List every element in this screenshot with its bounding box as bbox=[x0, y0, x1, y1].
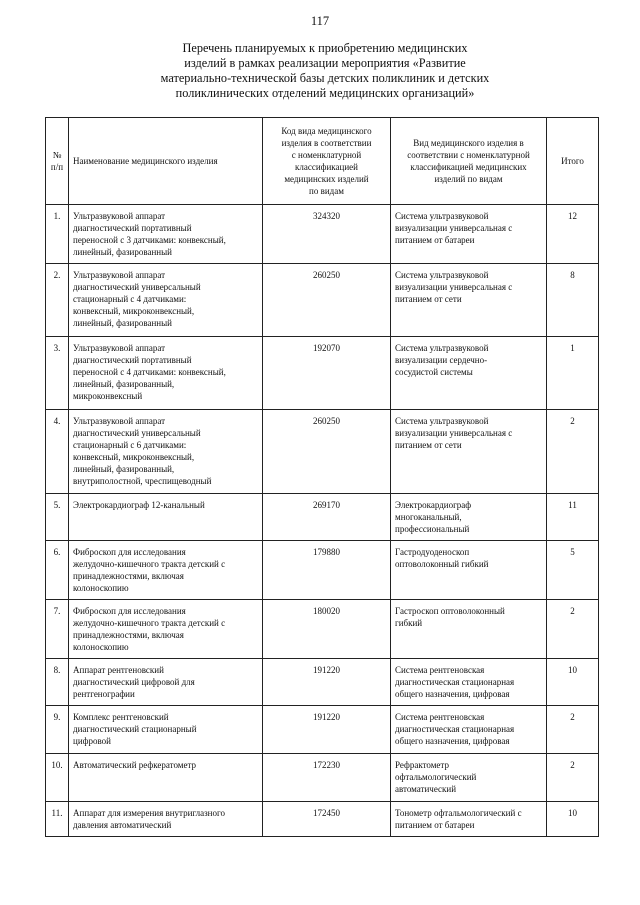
table-row bbox=[46, 802, 599, 837]
row-num: 7. bbox=[46, 600, 69, 659]
row-name: Аппарат рентгеновский диагностический цифровой для рентгенографии bbox=[69, 659, 263, 706]
row-code: 260250 bbox=[263, 264, 391, 337]
header-name: Наименование медицинского изделия bbox=[69, 118, 263, 205]
row-name: Фиброскоп для исследования желудочно-кишечного тракта детский с принадлежностями, включая колоноскопию bbox=[69, 600, 263, 659]
table-row bbox=[46, 754, 599, 802]
row-code: 191220 bbox=[263, 706, 391, 754]
row-kind: Система рентгеновская диагностическая стационарная общего назначения, цифровая bbox=[391, 706, 547, 754]
row-name: Комплекс рентгеновский диагностический стационарный цифровой bbox=[69, 706, 263, 754]
row-code: 172450 bbox=[263, 802, 391, 837]
row-num: 1. bbox=[46, 205, 69, 264]
row-kind: Гастроскоп оптоволоконный гибкий bbox=[391, 600, 547, 659]
row-kind: Система ультразвуковой визуализации универсальная с питанием от сети bbox=[391, 264, 547, 337]
row-total: 2 bbox=[547, 600, 599, 659]
row-total: 10 bbox=[547, 802, 599, 837]
row-code: 179880 bbox=[263, 541, 391, 600]
table-row bbox=[46, 337, 599, 410]
row-code: 172230 bbox=[263, 754, 391, 802]
row-num: 10. bbox=[46, 754, 69, 802]
table-row bbox=[46, 264, 599, 337]
table-row bbox=[46, 205, 599, 264]
header-code: Код вида медицинского изделия в соответствии с номенклатурной классификацией медицинских изделий по видам bbox=[263, 118, 391, 205]
header-total: Итого bbox=[547, 118, 599, 205]
page-number: 117 bbox=[310, 14, 330, 28]
table-row bbox=[46, 600, 599, 659]
row-num: 4. bbox=[46, 410, 69, 494]
row-code: 192070 bbox=[263, 337, 391, 410]
row-total: 5 bbox=[547, 541, 599, 600]
row-name: Ультразвуковой аппарат диагностический портативный переносной с 4 датчиками: конвексный, линейный, фазированный, микроконвексный bbox=[69, 337, 263, 410]
row-num: 3. bbox=[46, 337, 69, 410]
row-name: Электрокардиограф 12-канальный bbox=[69, 494, 263, 541]
row-kind: Система рентгеновская диагностическая стационарная общего назначения, цифровая bbox=[391, 659, 547, 706]
row-total: 2 bbox=[547, 410, 599, 494]
row-num: 11. bbox=[46, 802, 69, 837]
row-total: 2 bbox=[547, 706, 599, 754]
row-kind: Электрокардиограф многоканальный, профессиональный bbox=[391, 494, 547, 541]
row-kind: Гастродуоденоскоп оптоволоконный гибкий bbox=[391, 541, 547, 600]
row-code: 260250 bbox=[263, 410, 391, 494]
row-num: 2. bbox=[46, 264, 69, 337]
row-code: 180020 bbox=[263, 600, 391, 659]
row-name: Фиброскоп для исследования желудочно-кишечного тракта детский с принадлежностями, включая колоноскопию bbox=[69, 541, 263, 600]
row-total: 10 bbox=[547, 659, 599, 706]
row-kind: Рефрактометр офтальмологический автоматический bbox=[391, 754, 547, 802]
row-code: 269170 bbox=[263, 494, 391, 541]
row-kind: Система ультразвуковой визуализации универсальная с питанием от сети bbox=[391, 410, 547, 494]
row-total: 8 bbox=[547, 264, 599, 337]
row-name: Ультразвуковой аппарат диагностический портативный переносной с 3 датчиками: конвексный, линейный, фазированный bbox=[69, 205, 263, 264]
equipment-table bbox=[45, 117, 599, 837]
table-header-row bbox=[46, 118, 599, 205]
row-total: 12 bbox=[547, 205, 599, 264]
row-kind: Система ультразвуковой визуализации сердечно- сосудистой системы bbox=[391, 337, 547, 410]
table-row bbox=[46, 706, 599, 754]
row-kind: Тонометр офтальмологический с питанием от батареи bbox=[391, 802, 547, 837]
row-num: 9. bbox=[46, 706, 69, 754]
row-kind: Система ультразвуковой визуализации универсальная с питанием от батареи bbox=[391, 205, 547, 264]
row-total: 1 bbox=[547, 337, 599, 410]
header-num: № п/п bbox=[46, 118, 69, 205]
table-row bbox=[46, 410, 599, 494]
document-title: Перечень планируемых к приобретению медицинских изделий в рамках реализации мероприятия «Развитие материально-технической базы детских поликлиник и детских поликлинических отделений медицинских организаций» bbox=[160, 41, 490, 100]
row-num: 5. bbox=[46, 494, 69, 541]
row-total: 2 bbox=[547, 754, 599, 802]
row-total: 11 bbox=[547, 494, 599, 541]
row-name: Аппарат для измерения внутриглазного давления автоматический bbox=[69, 802, 263, 837]
table-row bbox=[46, 659, 599, 706]
row-name: Ультразвуковой аппарат диагностический универсальный стационарный с 4 датчиками: конвексный, микроконвексный, линейный, фазированный bbox=[69, 264, 263, 337]
table-row bbox=[46, 541, 599, 600]
row-code: 324320 bbox=[263, 205, 391, 264]
row-code: 191220 bbox=[263, 659, 391, 706]
row-name: Ультразвуковой аппарат диагностический универсальный стационарный с 6 датчиками: конвексный, микроконвексный, линейный, фазированный, внутриполостной, чреспищеводный bbox=[69, 410, 263, 494]
header-kind: Вид медицинского изделия в соответствии с номенклатурной классификацией медицинских изделий по видам bbox=[391, 118, 547, 205]
row-num: 6. bbox=[46, 541, 69, 600]
table-row bbox=[46, 494, 599, 541]
row-name: Автоматический рефкератометр bbox=[69, 754, 263, 802]
row-num: 8. bbox=[46, 659, 69, 706]
